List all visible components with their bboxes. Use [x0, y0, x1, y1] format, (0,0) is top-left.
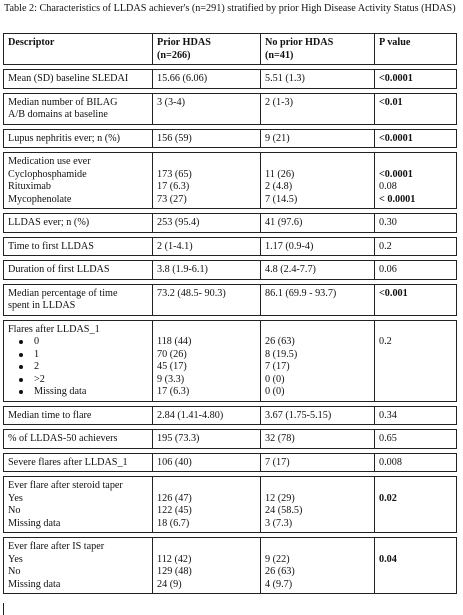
row-label: Median time to flare	[4, 406, 153, 425]
row-label: Mean (SD) baseline SLEDAI	[4, 70, 153, 89]
cell-line: 3 (7.3)	[265, 517, 293, 529]
row-prior: 253 (95.4)	[153, 214, 261, 233]
header-no-prior-hdas	[261, 34, 375, 65]
row-noprior: 4.8 (2.4-7.7)	[261, 261, 375, 280]
row-label-line: Missing data	[8, 578, 61, 590]
row-p: <0.001	[375, 284, 457, 315]
row-noprior: 86.1 (69.9 - 93.7)	[261, 284, 375, 315]
header-prior-hdas	[153, 34, 261, 65]
header-noprior-title: No prior HDAS	[265, 37, 334, 48]
cell-line: 17 (6.3)	[157, 386, 190, 397]
cell-line: 9 (22)	[265, 553, 290, 565]
cell-line: < 0.0001	[379, 193, 416, 205]
row-label	[4, 153, 153, 209]
row-label	[4, 320, 153, 401]
cell-line: 24 (9)	[157, 578, 182, 590]
table-row	[4, 153, 457, 209]
cell-line: 45 (17)	[157, 361, 187, 372]
row-prior: 3 (3-4)	[153, 93, 261, 124]
cell-line: 18 (6.7)	[157, 517, 190, 529]
table-row	[4, 284, 457, 315]
row-label-line: No	[8, 505, 21, 516]
row-p: <0.01	[375, 93, 457, 124]
list-item: >2	[8, 374, 148, 387]
row-prior	[153, 477, 261, 533]
cell-line: 129 (48)	[157, 566, 192, 577]
row-noprior	[261, 538, 375, 594]
table-row	[4, 453, 457, 472]
table-row	[4, 261, 457, 280]
row-prior: 3.8 (1.9-6.1)	[153, 261, 261, 280]
row-p: 0.2	[375, 237, 457, 256]
list-item: 2	[8, 361, 148, 374]
row-prior: 15.66 (6.06)	[153, 70, 261, 89]
lldas-characteristics-table	[3, 33, 457, 594]
row-label-line: Yes	[8, 553, 23, 565]
row-prior	[153, 320, 261, 401]
row-label-line: Mycophenolate	[8, 193, 72, 205]
row-noprior	[261, 320, 375, 401]
row-label-line: Ever flare after IS taper	[8, 541, 105, 552]
row-label	[4, 477, 153, 533]
cell-line: 11 (26)	[265, 168, 295, 180]
row-label: Lupus nephritis ever; n (%)	[4, 129, 153, 148]
row-label: Duration of first LLDAS	[4, 261, 153, 280]
cell-line: 26 (63)	[265, 336, 295, 347]
cell-line: 173 (65)	[157, 168, 192, 180]
cell-line: 7 (17)	[265, 361, 290, 372]
row-label-line: Medication use ever	[8, 156, 91, 167]
cell-line: 8 (19.5)	[265, 348, 298, 360]
table-row	[4, 237, 457, 256]
cell-line: 0.02	[379, 492, 397, 504]
header-prior-n: (n=266)	[157, 49, 191, 61]
row-prior: 195 (73.3)	[153, 430, 261, 449]
header-row	[4, 34, 457, 65]
row-label-line: Rituximab	[8, 181, 52, 192]
row-p	[375, 538, 457, 594]
row-noprior: 5.51 (1.3)	[261, 70, 375, 89]
row-noprior: 1.17 (0.9-4)	[261, 237, 375, 256]
row-noprior: 7 (17)	[261, 453, 375, 472]
row-label-line: Cyclophosphamide	[8, 168, 87, 180]
header-p-value: P value	[375, 34, 457, 65]
row-label-line: Median percentage of time	[8, 287, 118, 299]
row-label-line: Flares after LLDAS_1	[8, 323, 100, 335]
cell-line: 122 (45)	[157, 505, 192, 516]
list-item: Missing data	[8, 386, 148, 399]
row-prior: 73.2 (48.5- 90.3)	[153, 284, 261, 315]
row-p: 0.06	[375, 261, 457, 280]
row-label: Time to first LLDAS	[4, 237, 153, 256]
row-prior: 2 (1-4.1)	[153, 237, 261, 256]
row-noprior	[261, 153, 375, 209]
row-noprior: 2 (1-3)	[261, 93, 375, 124]
row-label: % of LLDAS-50 achievers	[4, 430, 153, 449]
table-row	[4, 406, 457, 425]
row-label	[4, 93, 153, 124]
cell-line: 70 (26)	[157, 348, 187, 360]
cell-line: 2 (4.8)	[265, 181, 293, 192]
table-row	[4, 70, 457, 89]
header-prior-title: Prior HDAS	[157, 37, 211, 48]
row-prior	[153, 538, 261, 594]
row-noprior: 3.67 (1.75-5.15)	[261, 406, 375, 425]
table-row	[4, 129, 457, 148]
cell-line: 0 (0)	[265, 373, 285, 385]
row-p: 0.65	[375, 430, 457, 449]
cell-line: 112 (42)	[157, 553, 192, 565]
table-row	[4, 430, 457, 449]
cell-line: 0.08	[379, 181, 397, 192]
row-label-line: A/B domains at baseline	[8, 109, 108, 120]
cell-line: 9 (3.3)	[157, 373, 185, 385]
row-p: 0.008	[375, 453, 457, 472]
cell-line: 12 (29)	[265, 492, 295, 504]
cell-line: 24 (58.5)	[265, 505, 303, 516]
row-label-line: Ever flare after steroid taper	[8, 480, 123, 491]
cell-line: 17 (6.3)	[157, 181, 190, 192]
row-label: LLDAS ever; n (%)	[4, 214, 153, 233]
row-prior: 156 (59)	[153, 129, 261, 148]
cell-line: 118 (44)	[157, 336, 192, 347]
cell-line: 73 (27)	[157, 193, 187, 205]
row-noprior	[261, 477, 375, 533]
row-noprior: 41 (97.6)	[261, 214, 375, 233]
table-row	[4, 93, 457, 124]
table-row	[4, 320, 457, 401]
row-noprior: 32 (78)	[261, 430, 375, 449]
cell-line: 4 (9.7)	[265, 578, 293, 590]
row-p: <0.0001	[375, 129, 457, 148]
cell-line: 0.04	[379, 553, 397, 565]
header-noprior-n: (n=41)	[265, 49, 294, 61]
row-label	[4, 538, 153, 594]
row-label: Severe flares after LLDAS_1	[4, 453, 153, 472]
row-p: 0.30	[375, 214, 457, 233]
table-row	[4, 538, 457, 594]
row-prior	[153, 153, 261, 209]
row-label-line: Median number of BILAG	[8, 96, 118, 108]
cell-line: 26 (63)	[265, 566, 295, 577]
cell-line: 126 (47)	[157, 492, 192, 504]
row-label-line: No	[8, 566, 21, 577]
table-row	[4, 214, 457, 233]
row-noprior: 9 (21)	[261, 129, 375, 148]
row-p: <0.0001	[375, 70, 457, 89]
row-prior: 106 (40)	[153, 453, 261, 472]
row-label-line: Missing data	[8, 517, 61, 529]
flares-bullet-list	[8, 336, 148, 399]
row-prior: 2.84 (1.41-4.80)	[153, 406, 261, 425]
table-row	[4, 477, 457, 533]
table-caption: Table 2: Characteristics of LLDAS achiever's (n=291) stratified by prior High Disease Activity Status (HDAS)	[4, 3, 456, 14]
row-p	[375, 153, 457, 209]
row-label-line: spent in LLDAS	[8, 300, 76, 311]
cell-line: <0.0001	[379, 168, 413, 180]
list-item: 0	[8, 336, 148, 349]
row-p: 0.34	[375, 406, 457, 425]
cell-line: 7 (14.5)	[265, 193, 298, 205]
row-label	[4, 284, 153, 315]
row-p	[375, 477, 457, 533]
header-descriptor: Descriptor	[4, 34, 153, 65]
table-continuation-rule	[3, 603, 4, 615]
cell-line: 0 (0)	[265, 386, 285, 397]
row-label-line: Yes	[8, 492, 23, 504]
list-item: 1	[8, 349, 148, 362]
row-p	[375, 320, 457, 401]
cell-line: 0.2	[379, 336, 392, 347]
